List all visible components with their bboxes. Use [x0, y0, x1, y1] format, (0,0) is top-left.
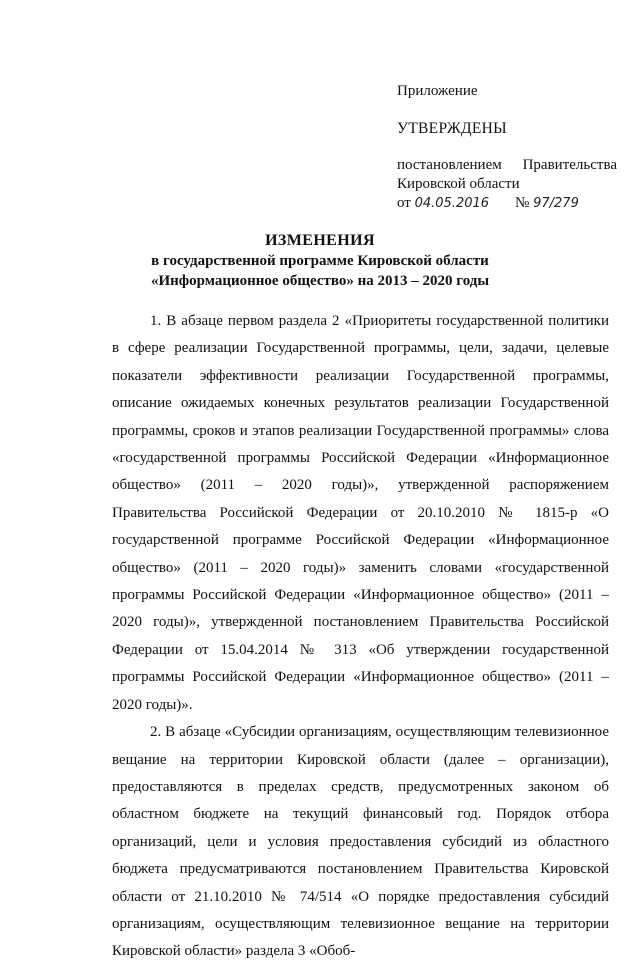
number-label: №	[515, 195, 530, 211]
approval-block	[397, 82, 617, 213]
approved-label: УТВЕРЖДЕНЫ	[397, 120, 507, 137]
handwritten-number: 97/279	[533, 196, 579, 211]
paragraph-2: 2. В абзаце «Субсидии организациям, осуществляющим телевизионное вещание на территории Кировской области (далее – организации), предоставляются в пределах средств, предусмотренных законом об областном бюджете на текущий финансовый год. Порядок отбора организаций, цели и условия предоставления субсидий из областного бюджета предусматриваются постановлением Правительства Кировской области от 21.10.2010 № 74/514 «О порядке предоставления субсидий организациям, осуществляющим телевизионное вещание на территории Кировской области» раздела 3 «Обоб-	[112, 724, 609, 960]
date-number-line	[397, 194, 617, 213]
resolution-line	[397, 156, 617, 175]
paragraph-1: 1. В абзаце первом раздела 2 «Приоритеты государственной политики в сфере реализации Государственной программы, цели, задачи, целевые показатели эффективности реализации Государственной программы, описание ожидаемых конечных результатов реализации Государственной программы, сроков и этапов реализации Государственной программы» слова «государственной программы Российской Федерации «Информационное общество» (2011 – 2020 годы)», утвержденной распоряжением Правительства Российской Федерации от 20.10.2010 № 1815-р «О государственной программе Российской Федерации «Информационное общество» (2011 – 2020 годы)» заменить словами «государственной программы Российской Федерации «Информационное общество» (2011 – 2020 годы)», утвержденной постановлением Правительства Российской Федерации от 15.04.2014 № 313 «Об утверждении государственной программы Российской Федерации «Информационное общество» (2011 – 2020 годы)».	[112, 313, 609, 713]
handwritten-date: 04.05.2016	[414, 196, 490, 211]
title-line-2: в государственной программе Кировской области	[151, 253, 489, 269]
appendix-label: Приложение	[397, 83, 478, 99]
title-line-3: «Информационное общество» на 2013 – 2020 годы	[150, 273, 490, 289]
region-line: Кировской области	[397, 176, 520, 192]
from-label: от	[397, 195, 411, 211]
title-heading: ИЗМЕНЕНИЯ	[265, 232, 375, 249]
resolution-word: постановлением	[397, 157, 502, 173]
document-title	[0, 231, 640, 291]
government-word: Правительства	[522, 157, 617, 173]
document-body	[112, 308, 609, 966]
